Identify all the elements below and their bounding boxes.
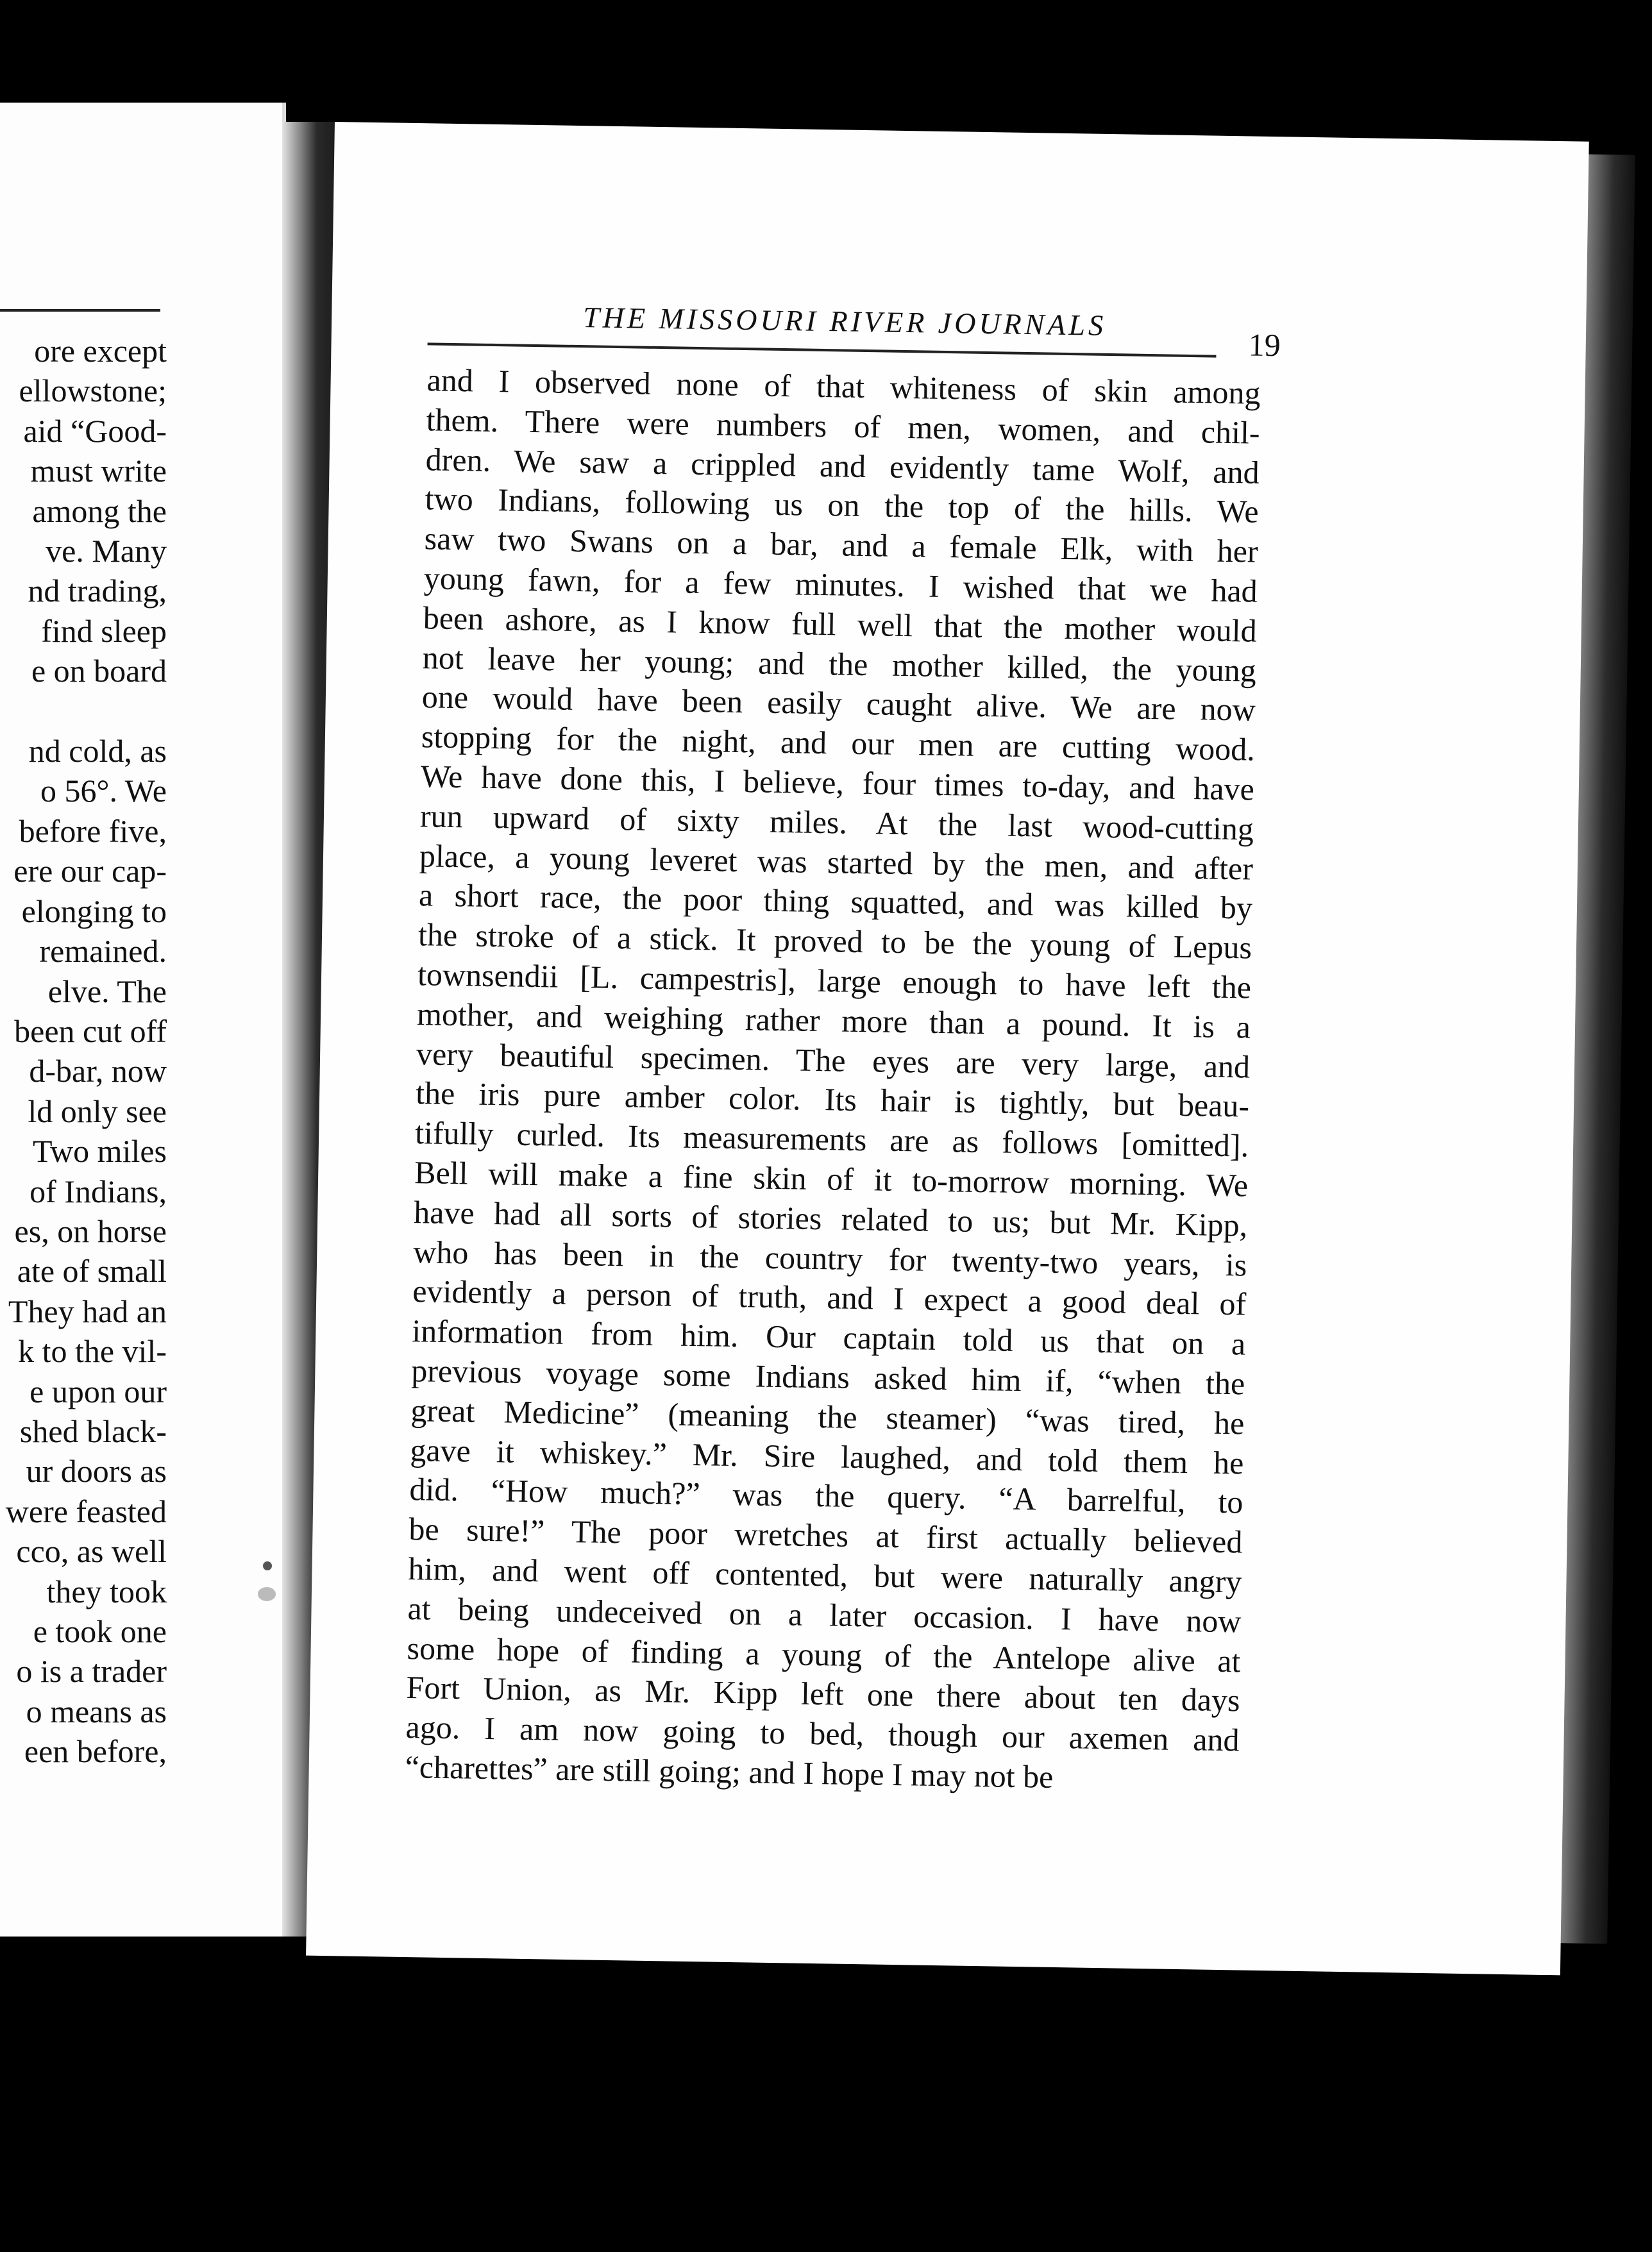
margin-speck	[263, 1561, 272, 1570]
left-text-line: e took one	[33, 1613, 167, 1649]
left-page	[0, 103, 286, 1937]
body-text-line: “charettes” are still going; and I hope I may not be	[405, 1748, 1054, 1795]
left-text-line: e on board	[31, 653, 167, 689]
left-text-line: o 56°. We	[40, 773, 167, 809]
body-text-line: Fort Union, as Mr. Kipp left one there about ten days	[406, 1669, 1240, 1718]
body-text-line: very beautiful specimen. The eyes are very large, and	[416, 1035, 1251, 1085]
body-text-line: one would have been easily caught alive. We are now	[421, 678, 1256, 728]
body-text-line: evidently a person of truth, and I expect a good deal of	[412, 1273, 1247, 1322]
right-page	[306, 122, 1589, 1975]
left-text-line: o means as	[26, 1693, 167, 1729]
body-text-line: be sure!” The poor wretches at first actually believed	[409, 1511, 1243, 1560]
running-head: THE MISSOURI RIVER JOURNALS	[582, 301, 1107, 342]
body-text-line: stopping for the night, and our men are cutting wood.	[421, 718, 1256, 768]
body-text-line: dren. We saw a crippled and evidently tame Wolf, and	[425, 441, 1260, 491]
body-text-line: been ashore, as I know full well that the mother would	[423, 600, 1258, 649]
body-text-line: at being undeceived on a later occasion. I have now	[407, 1590, 1242, 1640]
left-text-line: e upon our	[30, 1373, 167, 1409]
body-text-line: the iris pure amber color. Its hair is tightly, but beau-	[415, 1075, 1250, 1124]
left-text-line: Two miles	[33, 1133, 167, 1170]
left-text-line: among the	[32, 492, 167, 529]
body-text-line: have had all sorts of stories related to us; but Mr. Kipp,	[413, 1193, 1248, 1243]
left-text-line: remained.	[39, 933, 167, 970]
left-text-line: they took	[46, 1573, 167, 1609]
left-text-line: must write	[30, 453, 167, 489]
body-text-line: great Medicine” (meaning the steamer) “was tired, he	[410, 1391, 1245, 1441]
body-text-line: some hope of finding a young of the Antelope alive at	[407, 1629, 1241, 1679]
left-text-line: shed black-	[19, 1413, 167, 1449]
head-rule	[428, 342, 1217, 357]
left-text-line: ore except	[34, 333, 167, 369]
left-text-line: elonging to	[21, 893, 167, 929]
left-page-head-rule	[0, 309, 160, 312]
left-text-line: nd cold, as	[28, 733, 167, 769]
body-text	[405, 360, 1261, 1800]
body-text-line: him, and went off contented, but were naturally angry	[408, 1550, 1242, 1600]
left-text-line: of Indians,	[30, 1173, 167, 1209]
left-text-line: been cut off	[14, 1013, 167, 1049]
body-text-line: information from him. Our captain told us that on a	[411, 1313, 1246, 1362]
left-text-line: They had an	[8, 1293, 167, 1329]
left-text-line: ld only see	[28, 1093, 167, 1129]
body-text-line: who has been in the country for twenty-two years, is	[412, 1233, 1247, 1283]
body-text-line: young fawn, for a few minutes. I wished that we had	[423, 560, 1258, 609]
left-text-line: were feasted	[5, 1493, 167, 1529]
left-text-line	[0, 691, 167, 731]
body-text-line: the stroke of a stick. It proved to be the young of Lepus	[417, 916, 1252, 966]
left-page-text	[0, 331, 167, 1772]
left-text-line: elve. The	[47, 973, 167, 1009]
body-text-line: gave it whiskey.” Mr. Sire laughed, and told them he	[410, 1431, 1244, 1481]
left-text-line: ve. Many	[46, 533, 167, 569]
body-text-line: tifully curled. Its measurements are as follows [omitted].	[414, 1114, 1249, 1164]
body-text-line: did. “How much?” was the query. “A barrelful, to	[409, 1471, 1243, 1520]
left-text-line: ur doors as	[26, 1453, 167, 1490]
body-text-line: them. There were numbers of men, women, and chil-	[426, 401, 1261, 451]
left-text-line: o is a trader	[16, 1653, 167, 1690]
left-text-line: een before,	[24, 1733, 167, 1770]
body-text-line: run upward of sixty miles. At the last wood-cutting	[419, 797, 1254, 847]
page-number: 19	[1248, 326, 1281, 364]
left-text-line: ere our cap-	[13, 853, 167, 889]
body-text-line: two Indians, following us on the top of the hills. We	[425, 480, 1260, 530]
left-text-line: find sleep	[41, 612, 167, 649]
left-text-line: d-bar, now	[29, 1053, 167, 1089]
body-text-line: a short race, the poor thing squatted, and was killed by	[418, 877, 1253, 926]
body-text-line: ago. I am now going to bed, though our axemen and	[405, 1709, 1240, 1758]
body-text-line: Bell will make a fine skin of it to-morrow morning. We	[414, 1154, 1249, 1204]
body-text-line: place, a young leveret was started by the men, and after	[419, 837, 1254, 887]
body-text-line: previous voyage some Indians asked him if, “when the	[410, 1352, 1245, 1402]
body-text-line: We have done this, I believe, four times to-day, and have	[420, 758, 1255, 807]
left-text-line: es, on horse	[14, 1213, 167, 1249]
left-text-line: ate of small	[17, 1253, 167, 1290]
body-text-line: mother, and weighing rather more than a pound. It is a	[416, 995, 1251, 1045]
body-text-line: not leave her young; and the mother killed, the young	[422, 639, 1257, 689]
left-text-line: aid “Good-	[23, 412, 167, 449]
left-text-line: cco, as well	[16, 1533, 167, 1570]
body-text-line: and I observed none of that whiteness of skin among	[426, 362, 1261, 411]
body-text-line: townsendii [L. campestris], large enough to have left the	[417, 956, 1252, 1005]
margin-speck	[258, 1587, 276, 1601]
left-text-line: k to the vil-	[18, 1333, 167, 1370]
left-text-line: before five,	[19, 812, 167, 849]
left-text-line: nd trading,	[28, 573, 167, 609]
body-text-line: saw two Swans on a bar, and a female Elk, with her	[424, 520, 1259, 569]
left-text-line: ellowstone;	[19, 373, 167, 409]
